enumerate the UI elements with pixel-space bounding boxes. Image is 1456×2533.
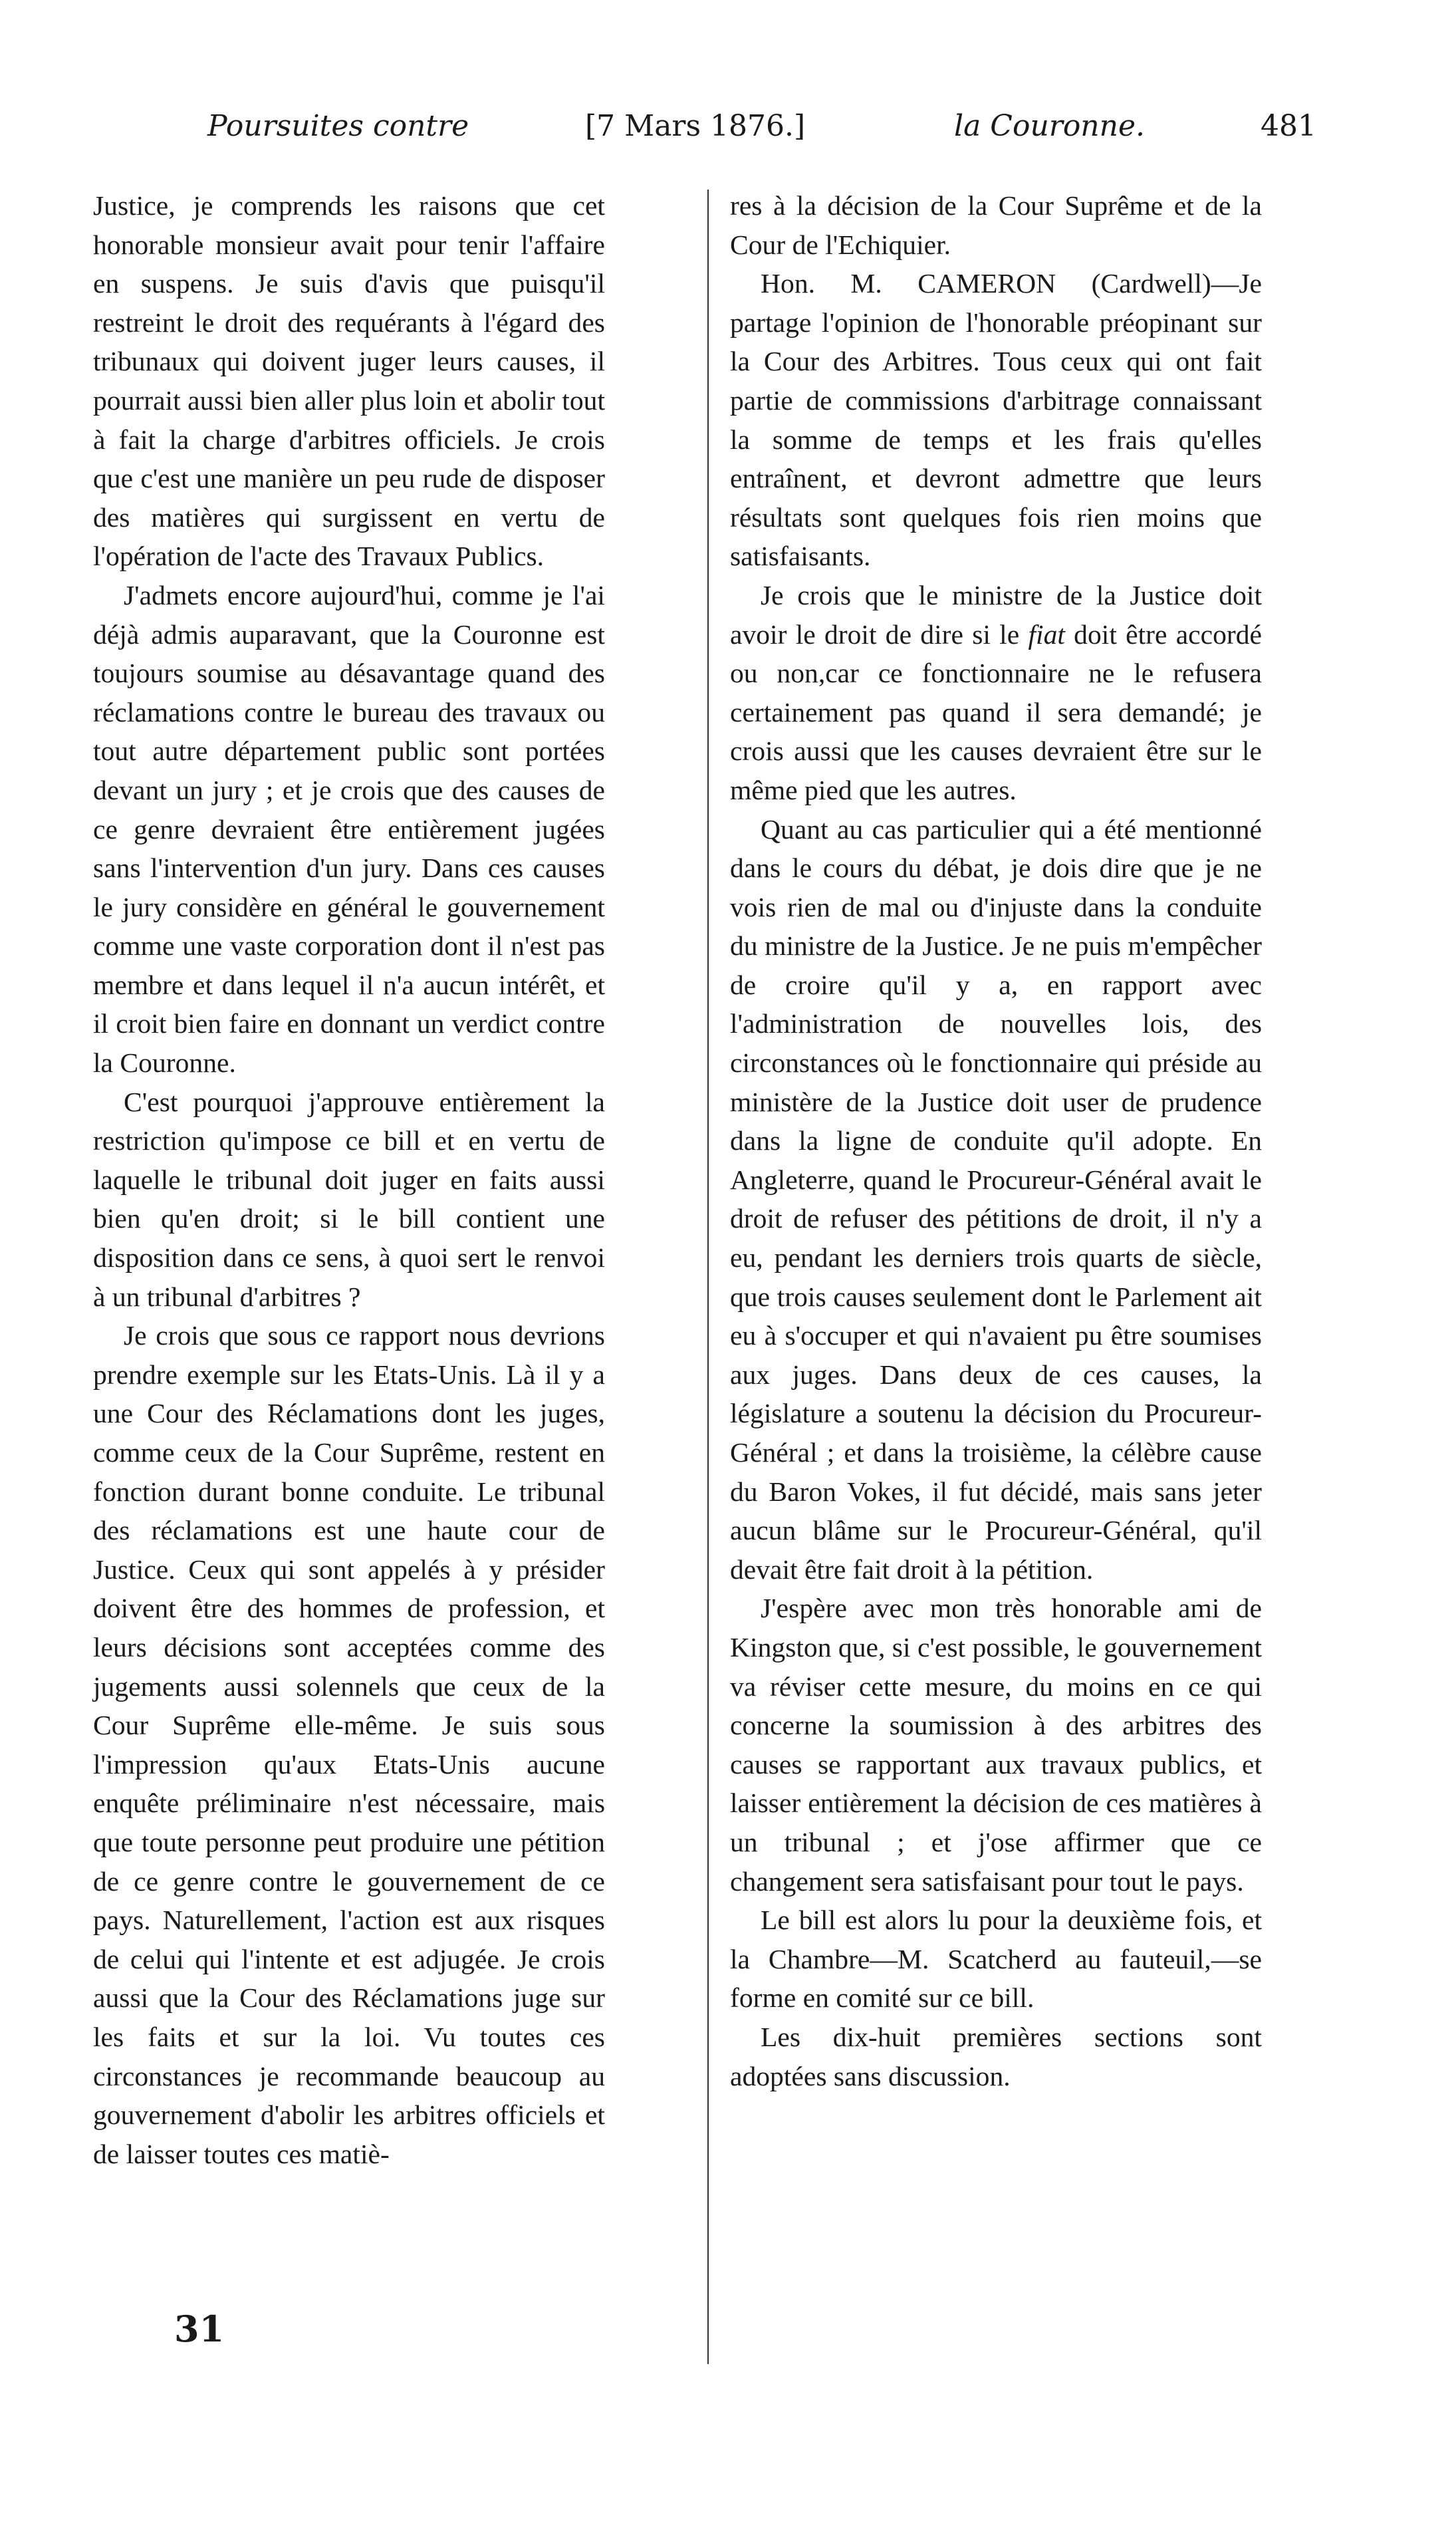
right-paragraph-1: res à la décision de la Cour Suprême et de la Cour de l'Echiquier. [730,190,1262,260]
page-number: 481 [1261,109,1316,143]
left-paragraph-2: J'admets encore aujourd'hui, comme je l'ai déjà admis auparavant, que la Couronne est toujours soumise au désavantage quand des réclamations contre le bureau des travaux ou tout autre département public sont portées devant un jury ; et je crois que des causes de ce genre devraient être entièrement jugées sans l'intervention d'un jury. Dans ces causes le jury considère en général le gouvernement comme une vaste corporation dont il n'est pas membre et dans lequel il n'a aucun intérêt, et il croit bien faire en donnant un verdict contre la Couronne. [93,579,605,1079]
header-date: [7 Mars 1876.] [585,109,806,143]
speaker-text: Je partage l'opinion de l'honorable préopinant sur la Cour des Arbitres. Tous ceux qui ont fait partie de commissions d'arbitrage connaissant la somme de temps et les frais qu'elles entraînent, et devront admettre que leurs résultats sont quelques fois rien moins que satisfaisants. [730,268,1262,572]
right-paragraph-7: Les dix-huit premières sections sont adoptées sans discussion. [730,2021,1262,2091]
signature-mark: 31 [174,2308,225,2350]
running-head [186,100,1316,153]
left-paragraph-4: Je crois que sous ce rapport nous devrions prendre exemple sur les Etats-Unis. Là il y a une Cour des Réclamations dont les juges, comme ceux de la Cour Suprême, restent en fonction durant bonne conduite. Le tribunal des réclamations est une haute cour de Justice. Ceux qui sont appelés à y présider doivent être des hommes de profession, et leurs décisions sont acceptées comme des jugements aussi solennels que ceux de la Cour Suprême elle-même. Je suis sous l'impression qu'aux Etats-Unis aucune enquête préliminaire n'est nécessaire, mais que toute personne peut produire une pétition de ce genre contre le gouvernement de ce pays. Naturellement, l'action est aux risques de celui qui l'intente et est adjugée. Je crois aussi que la Cour des Réclamations juge sur les faits et sur la loi. Vu toutes ces circonstances je recommande beaucoup au gouvernement d'abolir les arbitres officiels et de laisser toutes ces matiè- [93,1320,605,2169]
column-divider [707,190,709,2364]
left-column [93,186,605,2173]
left-paragraph-1: Justice, je comprends les raisons que cet honorable monsieur avait pour tenir l'affaire en suspens. Je suis d'avis que puisqu'il restreint le droit des requérants à l'égard des tribunaux qui doivent juger leurs causes, il pourrait aussi bien aller plus loin et abolir tout à fait la charge d'arbitres officiels. Je crois que c'est une manière un peu rude de disposer des matières qui surgissent en vertu de l'opération de l'acte des Travaux Publics. [93,190,605,572]
right-column [730,186,1262,2095]
right-paragraph-6: Le bill est alors lu pour la deuxième fois, et la Chambre—M. Scatcherd au fauteuil,—se forme en comité sur ce bill. [730,1905,1262,2014]
speaker-name: Hon. M. CAMERON (Cardwell)— [761,268,1239,299]
header-left: Poursuites contre [207,109,469,143]
right-paragraph-2 [730,264,1262,576]
left-paragraph-3: C'est pourquoi j'approuve entièrement la restriction qu'impose ce bill et en vertu de laquelle le tribunal doit juger en faits aussi bien qu'en droit; si le bill contient une disposition dans ce sens, à quoi sert le renvoi à un tribunal d'arbitres ? [93,1086,605,1312]
header-right: la Couronne. [954,109,1146,143]
paragraph-3-end: doit être accordé ou non,car ce fonctionnaire ne le refusera certainement pas quand il sera demandé; je crois aussi que les causes devraient être sur le même pied que les autres. [730,618,1262,805]
right-paragraph-3 [730,576,1262,810]
right-paragraph-4: Quant au cas particulier qui a été mentionné dans le cours du débat, je dois dire que je ne vois rien de mal ou d'injuste dans la conduite du ministre de la Justice. Je ne puis m'empêcher de croire qu'il y a, en rapport avec l'administration de nouvelles lois, des circonstances où le fonctionnaire qui préside au ministère de la Justice doit user de prudence dans la ligne de conduite qu'il adopte. En Angleterre, quand le Procureur-Général avait le droit de refuser des pétitions de droit, il n'y a eu, pendant les derniers trois quarts de siècle, que trois causes seulement dont le Parlement ait eu à s'occuper et qui n'avaient pu être soumises aux juges. Dans deux de ces causes, la législature a soutenu la décision du Procureur-Général ; et dans la troisième, la célèbre cause du Baron Vokes, il fut décidé, mais sans jeter aucun blâme sur le Procureur-Général, qu'il devait être fait droit à la pétition. [730,813,1262,1585]
right-paragraph-5: J'espère avec mon très honorable ami de Kingston que, si c'est possible, le gouvernement va réviser cette mesure, du moins en ce qui concerne la soumission à des arbitres des causes se rapportant aux travaux publics, et laisser entièrement la décision de ces matières à un tribunal ; et j'ose affirmer que ce changement sera satisfaisant pour tout le pays. [730,1593,1262,1897]
paragraph-3-start: Je crois que le ministre de la Justice doit avoir le droit de dire si le [730,579,1262,650]
fiat-word: fiat [1028,618,1065,650]
